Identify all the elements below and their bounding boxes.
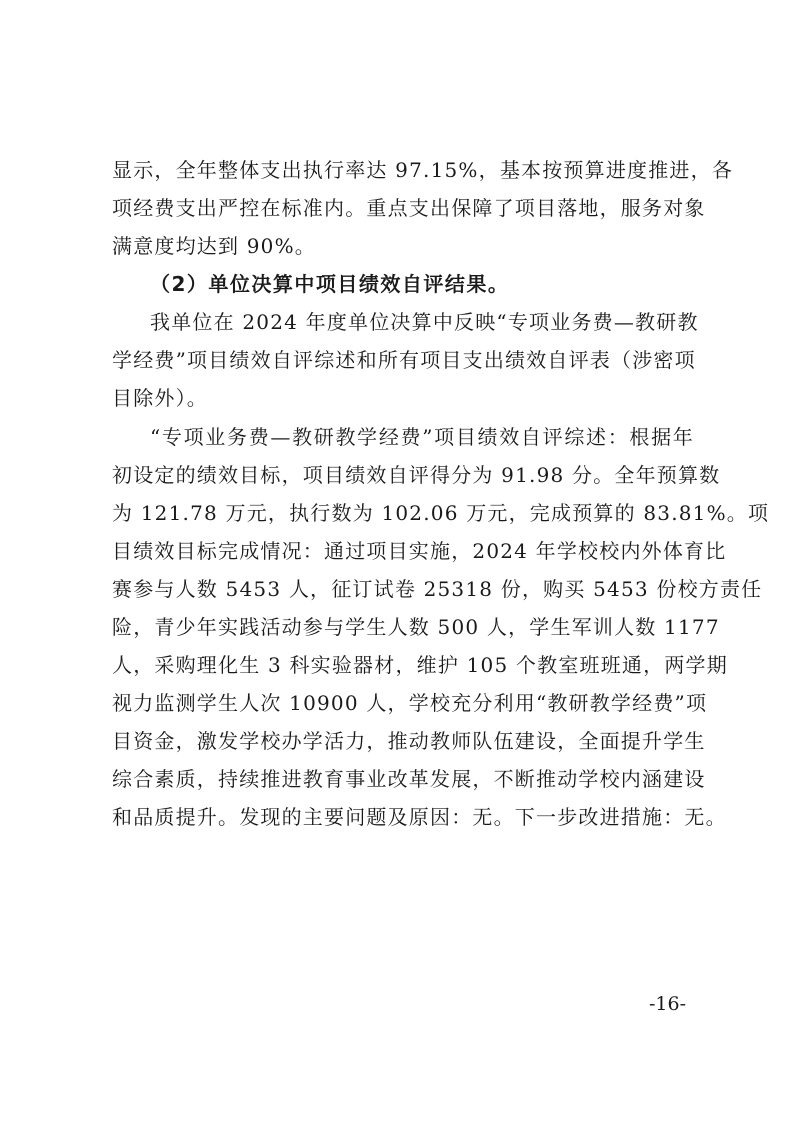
paragraph-line: 赛参与人数 5453 人，征订试卷 25318 份，购买 5453 份校方责任 bbox=[112, 577, 763, 601]
paragraph-line: 视力监测学生人次 10900 人，学校充分利用“教研教学经费”项 bbox=[112, 691, 708, 715]
paragraph-line: “专项业务费—教研教学经费”项目绩效自评综述：根据年 bbox=[150, 425, 694, 449]
paragraph-line: 我单位在 2024 年度单位决算中反映“专项业务费—教研教 bbox=[150, 310, 699, 334]
paragraph-line: 目资金，激发学校办学活力，推动教师队伍建设，全面提升学生 bbox=[112, 729, 706, 753]
paragraph-line: 人，采购理化生 3 科实验器材，维护 105 个教室班班通，两学期 bbox=[112, 653, 728, 677]
paragraph-line: 和品质提升。发现的主要问题及原因：无。下一步改进措施：无。 bbox=[112, 805, 727, 829]
section-heading: （2）单位决算中项目绩效自评结果。 bbox=[150, 272, 510, 296]
paragraph-line: 为 121.78 万元，执行数为 102.06 万元，完成预算的 83.81%。项 bbox=[112, 501, 770, 525]
paragraph-line: 项经费支出严控在标准内。重点支出保障了项目落地，服务对象 bbox=[112, 196, 706, 220]
paragraph-line: 学经费”项目绩效自评综述和所有项目支出绩效自评表（涉密项 bbox=[112, 348, 696, 372]
page-number: -16- bbox=[649, 993, 687, 1015]
paragraph-line: 初设定的绩效目标，项目绩效自评得分为 91.98 分。全年预算数 bbox=[112, 463, 721, 487]
paragraph-line: 险，青少年实践活动参与学生人数 500 人，学生军训人数 1177 bbox=[112, 615, 720, 639]
paragraph-line: 满意度均达到 90%。 bbox=[112, 234, 317, 258]
paragraph-line: 综合素质，持续推进教育事业改革发展，不断推动学校内涵建设 bbox=[112, 767, 706, 791]
paragraph-line: 目绩效目标完成情况：通过项目实施，2024 年学校校内外体育比 bbox=[112, 539, 727, 563]
paragraph-line: 显示，全年整体支出执行率达 97.15%，基本按预算进度推进，各 bbox=[112, 158, 734, 182]
paragraph-line: 目除外）。 bbox=[112, 386, 208, 410]
